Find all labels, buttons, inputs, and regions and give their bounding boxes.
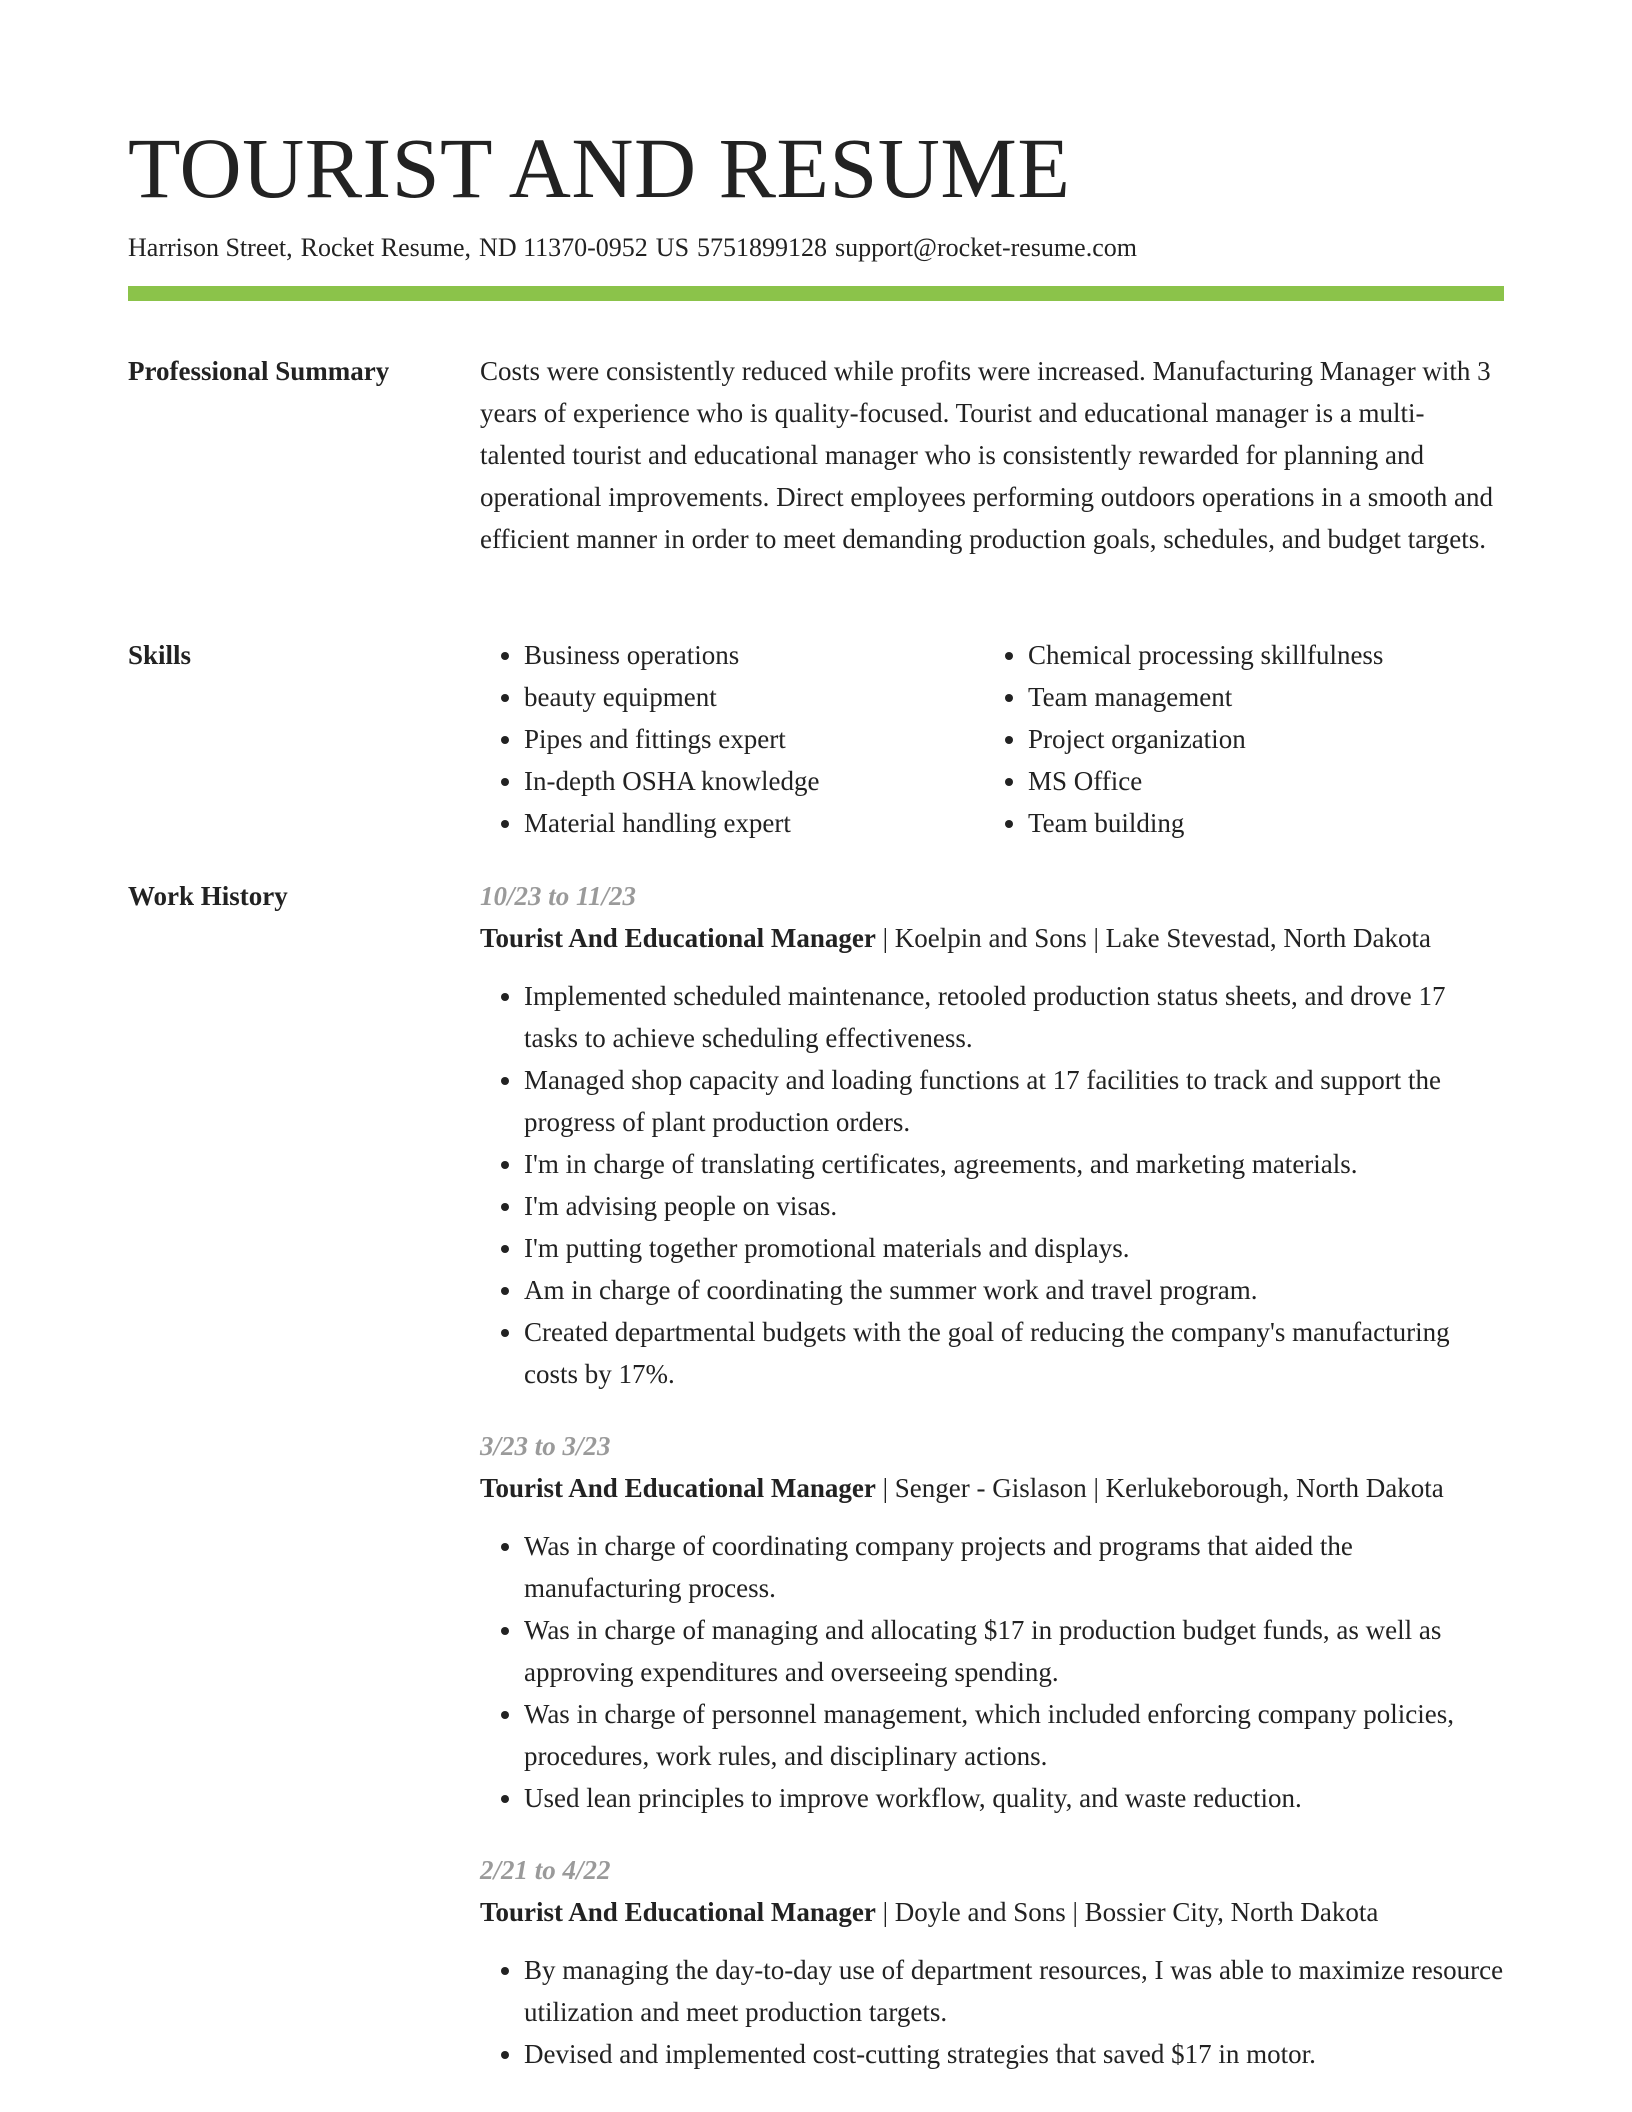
- job-dates: 2/21 to 4/22: [480, 1855, 611, 1885]
- skill-item: • Team management: [1028, 676, 1488, 718]
- skills-heading: Skills: [128, 640, 192, 670]
- job-bullet: • I'm putting together promotional materials and displays.: [524, 1227, 1504, 1269]
- skill-item: • Project organization: [1028, 718, 1488, 760]
- job-bullets: [480, 975, 1504, 1395]
- job-title-line: [480, 1891, 1504, 1933]
- job-details: | Doyle and Sons | Bossier City, North Dakota: [875, 1897, 1379, 1927]
- job-title: Tourist And Educational Manager: [480, 1473, 876, 1503]
- contact-email[interactable]: support@rocket-resume.com: [835, 233, 1137, 262]
- summary-text: Costs were consistently reduced while profits were increased. Manufacturing Manager with 3 years of experience who is quality-focused. Tourist and educational manager is a multi-talented tourist and educational manager who is consistently rewarded for planning and operational improvements. Direct employees performing outdoors operations in a smooth and efficient manner in order to meet demanding production goals, schedules, and budget targets.: [480, 356, 1494, 554]
- contact-country: US: [655, 233, 690, 262]
- skills-list: [480, 634, 1504, 844]
- job-bullet: • Was in charge of managing and allocating $17 in production budget funds, as well as approving expenditures and overseeing spending.: [524, 1609, 1504, 1693]
- skill-item: • Chemical processing skillfulness: [1028, 634, 1488, 676]
- skill-item: • Business operations: [524, 634, 984, 676]
- contact-phone: 5751899128: [697, 233, 828, 262]
- skill-item: • Material handling expert: [524, 802, 984, 844]
- contact-city: Rocket Resume,: [300, 233, 472, 262]
- work-history-body: [480, 875, 1504, 2105]
- skill-item: • MS Office: [1028, 760, 1488, 802]
- job-dates: 10/23 to 11/23: [480, 881, 637, 911]
- job-entry: [480, 875, 1504, 1395]
- job-bullet: • Created departmental budgets with the goal of reducing the company's manufacturing costs by 17%.: [524, 1311, 1504, 1395]
- work-history-heading: Work History: [128, 881, 288, 911]
- resume-name: TOURIST AND RESUME: [128, 120, 1071, 216]
- header-divider: [128, 286, 1504, 301]
- skill-item: • Pipes and fittings expert: [524, 718, 984, 760]
- job-bullets: [480, 1949, 1504, 2075]
- contact-state-zip: ND 11370-0952: [479, 233, 648, 262]
- summary-body: [480, 350, 1504, 560]
- contact-line: [128, 230, 1145, 266]
- job-title: Tourist And Educational Manager: [480, 923, 876, 953]
- job-title: Tourist And Educational Manager: [480, 1897, 876, 1927]
- job-bullet: • Managed shop capacity and loading functions at 17 facilities to track and support the progress of plant production orders.: [524, 1059, 1504, 1143]
- job-entry: [480, 1425, 1504, 1819]
- job-bullet: • Implemented scheduled maintenance, retooled production status sheets, and drove 17 tasks to achieve scheduling effectiveness.: [524, 975, 1504, 1059]
- skill-item: • Team building: [1028, 802, 1488, 844]
- skill-item: • beauty equipment: [524, 676, 984, 718]
- job-entry: [480, 1849, 1504, 2075]
- job-title-line: [480, 917, 1504, 959]
- job-details: | Senger - Gislason | Kerlukeborough, North Dakota: [875, 1473, 1444, 1503]
- job-bullet: • By managing the day-to-day use of department resources, I was able to maximize resource utilization and meet production targets.: [524, 1949, 1504, 2033]
- contact-street: Harrison Street,: [128, 233, 293, 262]
- skills-column-left: [480, 634, 984, 844]
- job-title-line: [480, 1467, 1504, 1509]
- job-bullet: • Used lean principles to improve workflow, quality, and waste reduction.: [524, 1777, 1504, 1819]
- skill-item: • In-depth OSHA knowledge: [524, 760, 984, 802]
- job-bullet: • I'm in charge of translating certificates, agreements, and marketing materials.: [524, 1143, 1504, 1185]
- summary-heading: Professional Summary: [128, 356, 390, 386]
- job-dates: 3/23 to 3/23: [480, 1431, 611, 1461]
- job-bullet: • I'm advising people on visas.: [524, 1185, 1504, 1227]
- job-bullets: [480, 1525, 1504, 1819]
- skills-column-right: [984, 634, 1488, 844]
- job-bullet: • Was in charge of coordinating company projects and programs that aided the manufacturing process.: [524, 1525, 1504, 1609]
- job-bullet: • Was in charge of personnel management, which included enforcing company policies, procedures, work rules, and disciplinary actions.: [524, 1693, 1504, 1777]
- job-details: | Koelpin and Sons | Lake Stevestad, North Dakota: [875, 923, 1432, 953]
- job-bullet: • Am in charge of coordinating the summer work and travel program.: [524, 1269, 1504, 1311]
- job-bullet: • Devised and implemented cost-cutting strategies that saved $17 in motor.: [524, 2033, 1504, 2075]
